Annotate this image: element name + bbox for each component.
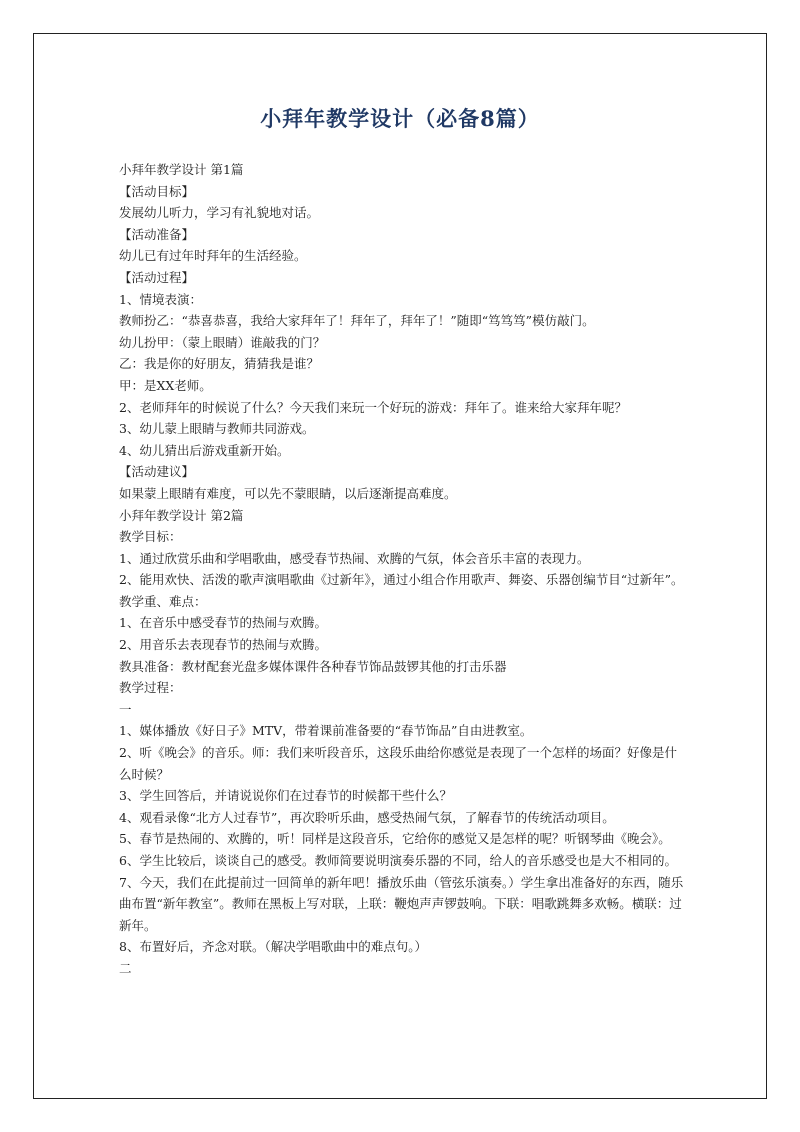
text-line: 二 — [119, 960, 132, 976]
text-line: 2、用音乐去表现春节的热闹与欢腾。 — [119, 637, 327, 653]
text-line: 8、布置好后，齐念对联。（解决学唱歌曲中的难点句。） — [119, 939, 427, 955]
text-line: 教具准备：教材配套光盘多媒体课件各种春节饰品鼓锣其他的打击乐器 — [119, 658, 507, 674]
text-line: 发展幼儿听力，学习有礼貌地对话。 — [119, 205, 320, 221]
text-line: 小拜年教学设计 第2篇 — [119, 507, 244, 523]
text-line: 6、学生比较后，谈谈自己的感受。教师简要说明演奏乐器的不同，给人的音乐感受也是大不相同的。 — [119, 853, 677, 868]
document-title: 小拜年教学设计（必备8篇） — [260, 106, 540, 131]
text-line: 1、通过欣赏乐曲和学唱歌曲，感受春节热闹、欢腾的气氛，体会音乐丰富的表现力。 — [119, 550, 590, 566]
text-line: 5、春节是热闹的、欢腾的，听！同样是这段音乐，它给你的感觉又是怎样的呢？听钢琴曲《晚会》。 — [119, 831, 671, 847]
text-line: 1、情境表演： — [119, 291, 202, 307]
text-line: 4、幼儿猜出后游戏重新开始。 — [119, 442, 290, 458]
text-line: 甲：是XX老师。 — [119, 377, 212, 393]
text-line: 3、幼儿蒙上眼睛与教师共同游戏。 — [119, 421, 315, 437]
text-line: 小拜年教学设计 第1篇 — [119, 162, 244, 177]
text-line: 一 — [119, 701, 132, 717]
text-line: 教学目标： — [119, 529, 182, 545]
text-line: 3、学生回答后，并请说说你们在过春节的时候都干些什么？ — [119, 788, 452, 804]
text-line: 乙：我是你的好朋友，猜猜我是谁？ — [119, 356, 320, 372]
text-line: 教学重、难点： — [119, 593, 207, 609]
text-line: 2、听《晚会》的音乐。师：我们来听段音乐，这段乐曲给你感觉是表现了一个怎样的场面？好像是什么时候？ — [119, 745, 677, 782]
text-line: 1、在音乐中感受春节的热闹与欢腾。 — [119, 615, 327, 631]
text-line: 【活动建议】 — [119, 464, 195, 480]
text-line: 如果蒙上眼睛有难度，可以先不蒙眼睛，以后逐渐提高难度。 — [119, 485, 457, 501]
document-body — [119, 159, 689, 980]
text-line: 【活动过程】 — [119, 269, 195, 285]
text-line: 7、今天，我们在此提前过一回简单的新年吧！播放乐曲（管弦乐演奏。）学生拿出准备好的东西，随乐曲布置“新年教室”。教师在黑板上写对联，上联：鞭炮声声锣鼓响。下联：唱歌跳舞多欢畅。横联：过新年。 — [119, 874, 684, 933]
text-line: 2、老师拜年的时候说了什么？今天我们来玩一个好玩的游戏：拜年了。谁来给大家拜年呢？ — [119, 399, 627, 415]
text-line: 【活动准备】 — [119, 226, 195, 242]
text-line: 4、观看录像“北方人过春节”，再次聆听乐曲，感受热闹气氛，了解春节的传统活动项目。 — [119, 809, 615, 825]
text-line: 教师扮乙：“恭喜恭喜，我给大家拜年了！拜年了，拜年了！”随即“笃笃笃”模仿敲门。 — [119, 313, 595, 329]
text-line: 幼儿扮甲：（蒙上眼睛）谁敲我的门？ — [119, 334, 326, 350]
text-line: 【活动目标】 — [119, 183, 195, 199]
text-line: 教学过程： — [119, 680, 182, 696]
text-line: 1、媒体播放《好日子》MTV，带着课前准备要的“春节饰品”自由进教室。 — [119, 723, 533, 739]
text-line: 幼儿已有过年时拜年的生活经验。 — [119, 248, 307, 264]
text-line: 2、能用欢快、活泼的歌声演唱歌曲《过新年》，通过小组合作用歌声、舞姿、乐器创编节目“过新年”。 — [119, 572, 684, 588]
